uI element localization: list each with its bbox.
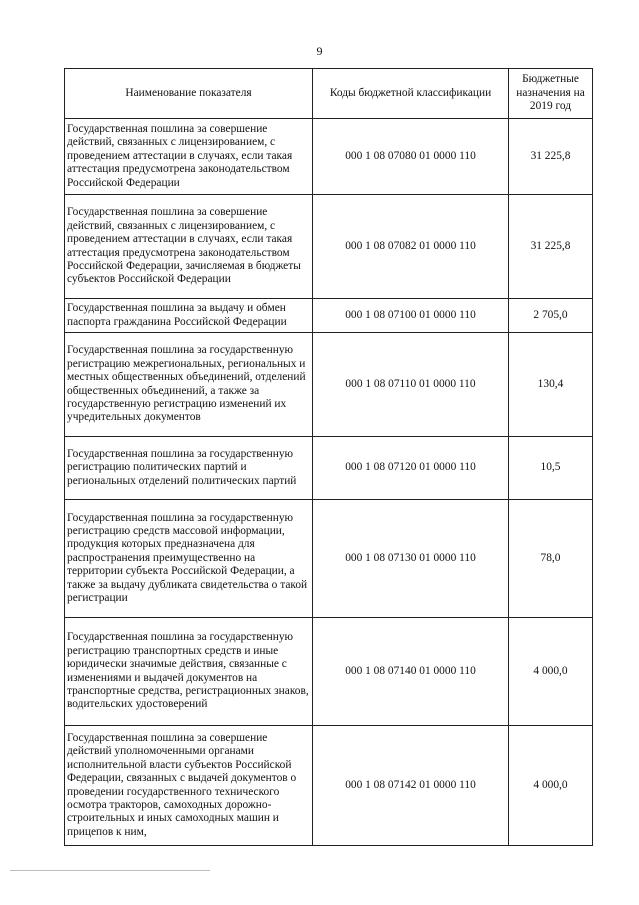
row-amount: 4 000,0	[509, 726, 593, 846]
header-budget-amount: Бюджетные назначения на 2019 год	[509, 69, 593, 119]
row-amount: 31 225,8	[509, 195, 593, 299]
table-header-row	[65, 69, 593, 119]
table-row	[65, 726, 593, 846]
scan-edge-line	[10, 870, 210, 871]
table-row	[65, 500, 593, 618]
row-budget-code: 000 1 08 07080 01 0000 110	[313, 119, 509, 195]
row-amount: 78,0	[509, 500, 593, 618]
row-budget-code: 000 1 08 07142 01 0000 110	[313, 726, 509, 846]
row-amount: 2 705,0	[509, 299, 593, 333]
row-budget-code: 000 1 08 07110 01 0000 110	[313, 333, 509, 437]
row-indicator-name: Государственная пошлина за совершение действий, связанных с лицензированием, с проведением аттестации в случаях, если такая аттестация предусмотрена законодательством Российской Федерации, зачисляемая в бюджеты субъектов Российской Федерации	[65, 195, 313, 299]
row-indicator-name: Государственная пошлина за государственную регистрацию транспортных средств и иные юридически значимые действия, связанные с изменениями и выдачей документов на транспортные средства, регистрационных знаков, водительских удостоверений	[65, 618, 313, 726]
row-indicator-name: Государственная пошлина за государственную регистрацию средств массовой информации, продукция которых предназначена для распространения преимущественно на территории субъекта Российской Федерации, а также за выдачу дубликата свидетельства о такой регистрации	[65, 500, 313, 618]
budget-table	[64, 68, 593, 846]
table-row	[65, 119, 593, 195]
table-row	[65, 299, 593, 333]
table-row	[65, 618, 593, 726]
table-row	[65, 333, 593, 437]
table-row	[65, 195, 593, 299]
row-indicator-name: Государственная пошлина за государственную регистрацию политических партий и региональных отделений политических партий	[65, 437, 313, 500]
row-budget-code: 000 1 08 07100 01 0000 110	[313, 299, 509, 333]
row-amount: 4 000,0	[509, 618, 593, 726]
page-number: 9	[316, 44, 323, 58]
table-row	[65, 437, 593, 500]
row-amount: 31 225,8	[509, 119, 593, 195]
header-budget-codes: Коды бюджетной классификации	[313, 69, 509, 119]
row-indicator-name: Государственная пошлина за государственную регистрацию межрегиональных, региональных и местных общественных объединений, отделений общественных объединений, а также за государственную регистрацию изменений их учредительных документов	[65, 333, 313, 437]
row-budget-code: 000 1 08 07120 01 0000 110	[313, 437, 509, 500]
row-indicator-name: Государственная пошлина за совершение действий, связанных с лицензированием, с проведением аттестации в случаях, если такая аттестация предусмотрена законодательством Российской Федерации	[65, 119, 313, 195]
row-budget-code: 000 1 08 07140 01 0000 110	[313, 618, 509, 726]
row-indicator-name: Государственная пошлина за совершение действий уполномоченными органами исполнительной власти субъектов Российской Федерации, связанных с выдачей документов о проведении государственного технического осмотра тракторов, самоходных дорожно-строительных и иных самоходных машин и прицепов к ним,	[65, 726, 313, 846]
header-indicator-name: Наименование показателя	[65, 69, 313, 119]
row-indicator-name: Государственная пошлина за выдачу и обмен паспорта гражданина Российской Федерации	[65, 299, 313, 333]
row-budget-code: 000 1 08 07082 01 0000 110	[313, 195, 509, 299]
row-budget-code: 000 1 08 07130 01 0000 110	[313, 500, 509, 618]
row-amount: 130,4	[509, 333, 593, 437]
row-amount: 10,5	[509, 437, 593, 500]
